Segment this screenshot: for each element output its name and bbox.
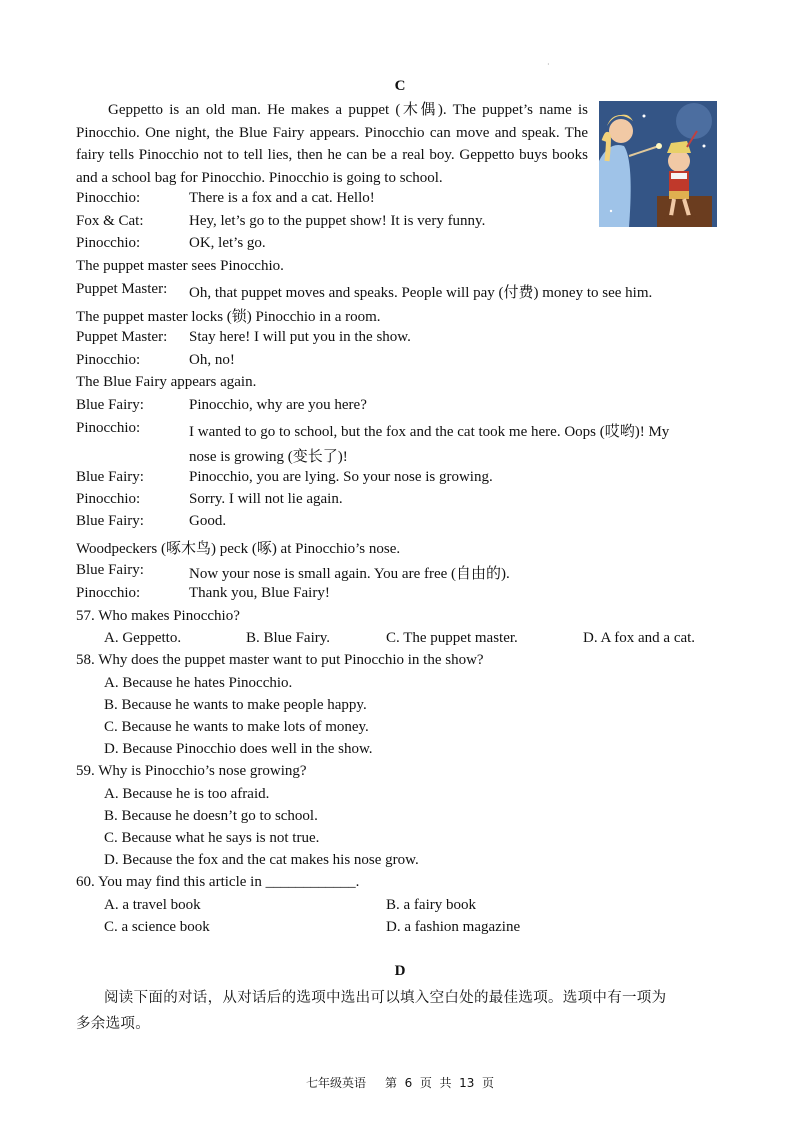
option-a: A. Because he is too afraid. [104, 786, 270, 802]
option-d: D. Because Pinocchio does well in the show. [104, 741, 373, 757]
speaker-label: Puppet Master: [76, 329, 168, 345]
option-d: D. Because the fox and the cat makes his nose grow. [104, 852, 419, 868]
section-d-instruction-cont: 多余选项。 [76, 1016, 150, 1032]
section-d-title: D [394, 963, 406, 979]
dialogue-line: Stay here! I will put you in the show. [189, 329, 411, 345]
dialogue-line: OK, let’s go. [189, 235, 266, 251]
speaker-label: Pinocchio: [76, 420, 141, 436]
speaker-label: Pinocchio: [76, 235, 141, 251]
option-c: C. Because he wants to make lots of money. [104, 719, 369, 735]
dialogue-line: Pinocchio, you are lying. So your nose is growing. [189, 469, 493, 485]
option-b: B. Because he wants to make people happy. [104, 697, 367, 713]
dialogue-line: Sorry. I will not lie again. [189, 491, 343, 507]
option-c: C. The puppet master. [386, 630, 518, 646]
speaker-label: Blue Fairy: [76, 513, 144, 529]
dialogue-line: Now your nose is small again. You are free (自由的). [189, 566, 510, 582]
speaker-label: Blue Fairy: [76, 562, 144, 578]
option-a: A. Because he hates Pinocchio. [104, 675, 293, 691]
section-c-title: C [394, 78, 406, 94]
option-a: A. a travel book [104, 897, 201, 913]
option-b: B. Because he doesn’t go to school. [104, 808, 318, 824]
dialogue-line: There is a fox and a cat. Hello! [189, 190, 375, 206]
section-d-instruction: 阅读下面的对话，从对话后的选项中选出可以填入空白处的最佳选项。选项中有一项为 [104, 990, 667, 1006]
speaker-label: Pinocchio: [76, 190, 141, 206]
speaker-label: Pinocchio: [76, 585, 141, 601]
speaker-label: Pinocchio: [76, 491, 141, 507]
narration-line: The puppet master sees Pinocchio. [76, 258, 284, 274]
question-60: 60. You may find this article in ____________. [76, 874, 360, 890]
question-57: 57. Who makes Pinocchio? [76, 608, 240, 624]
speaker-label: Blue Fairy: [76, 397, 144, 413]
speaker-label: Blue Fairy: [76, 469, 144, 485]
question-58: 58. Why does the puppet master want to put Pinocchio in the show? [76, 652, 484, 668]
dialogue-line: Oh, that puppet moves and speaks. People will pay (付费) money to see him. [189, 285, 653, 301]
dialogue-line: I wanted to go to school, but the fox and the cat took me here. Oops (哎哟)! My [189, 424, 670, 440]
stray-mark: · [547, 60, 550, 69]
option-b: B. a fairy book [386, 897, 476, 913]
option-c: C. a science book [104, 919, 210, 935]
page-footer: 七年级英语 第 6 页 共 13 页 [305, 1076, 495, 1090]
speaker-label: Fox & Cat: [76, 213, 144, 229]
dialogue-line: Pinocchio, why are you here? [189, 397, 367, 413]
narration-line: The Blue Fairy appears again. [76, 374, 257, 390]
option-a: A. Geppetto. [104, 630, 182, 646]
intro-paragraph: Geppetto is an old man. He makes a puppet (木偶). The puppet’s name is Pinocchio. One night, the Blue Fairy appears. Pinocchio can move and speak. The fairy tells Pinocchio not to tell lies, then he can be a real boy. Geppetto buys books and a school bag for Pinocchio. Pinocchio is going to school. [76, 102, 588, 186]
dialogue-line: Oh, no! [189, 352, 235, 368]
option-c: C. Because what he says is not true. [104, 830, 320, 846]
question-59: 59. Why is Pinocchio’s nose growing? [76, 763, 307, 779]
option-b: B. Blue Fairy. [246, 630, 331, 646]
pinocchio-illustration [599, 101, 717, 227]
speaker-label: Pinocchio: [76, 352, 141, 368]
speaker-label: Puppet Master: [76, 281, 168, 297]
narration-line: The puppet master locks (锁) Pinocchio in a room. [76, 309, 381, 325]
dialogue-line: Thank you, Blue Fairy! [189, 585, 330, 601]
narration-line: Woodpeckers (啄木鸟) peck (啄) at Pinocchio’s nose. [76, 541, 401, 557]
option-d: D. A fox and a cat. [583, 630, 696, 646]
dialogue-line: Good. [189, 513, 227, 529]
option-d: D. a fashion magazine [386, 919, 521, 935]
dialogue-line: Hey, let’s go to the puppet show! It is very funny. [189, 213, 486, 229]
dialogue-line-continued: nose is growing (变长了)! [189, 449, 348, 465]
